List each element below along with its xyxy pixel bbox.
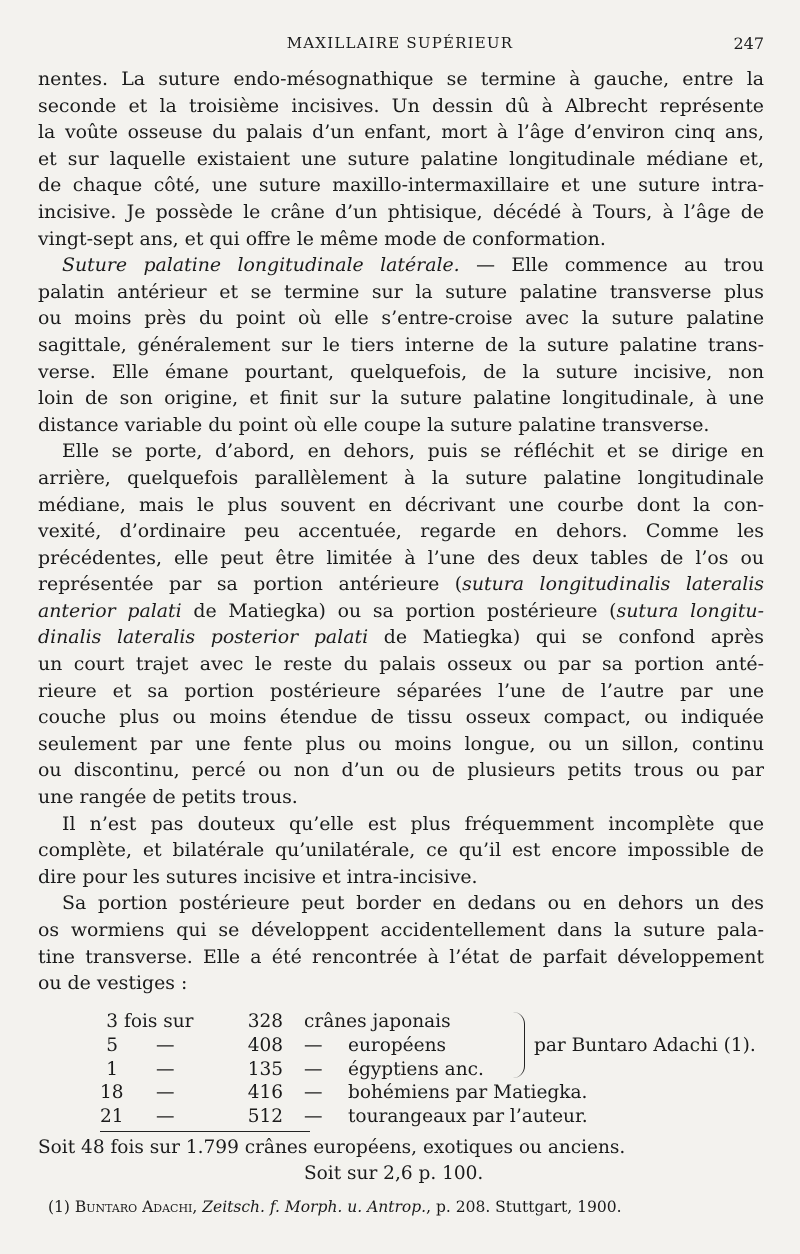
- text-line: précédentes, elle peut être limitée à l’une des deux tables de l’os ou: [38, 546, 764, 569]
- text-line: la voûte osseuse du palais d’un enfant, mort à l’âge d’environ cinq ans,: [38, 121, 764, 144]
- text-span: de Matiegka) ou sa portion postérieure (: [181, 599, 617, 622]
- text-line: incisive. Je possède le crâne d’un phtisique, décédé à Tours, à l’âge de: [38, 200, 764, 223]
- text-line: [38, 598, 764, 625]
- label-cell: bohémiens par Matiegka.: [348, 1082, 588, 1104]
- footnote-comma: ,: [192, 1198, 203, 1216]
- page-number: 247: [733, 34, 764, 53]
- text-line: tine transverse. Elle a été rencontrée à l’état de parfait développement: [38, 945, 764, 968]
- latin-term: anterior palati: [38, 599, 182, 622]
- dash-cell: —: [304, 1034, 323, 1056]
- statistics-table: [38, 1010, 764, 1184]
- text-line: Il n’est pas douteux qu’elle est plus fréquemment incomplète que: [62, 812, 764, 835]
- table-row: [38, 1105, 764, 1129]
- ratio-line: Soit sur 2,6 p. 100.: [304, 1163, 484, 1184]
- connector-cell: fois sur: [124, 1011, 194, 1032]
- footnote-marker: (1): [48, 1198, 75, 1216]
- footnote-journal: Zeitsch. f. Morph. u. Antrop.: [202, 1198, 427, 1216]
- latin-term: sutura longitudinalis lateralis: [462, 573, 764, 596]
- dash-cell: —: [304, 1082, 323, 1104]
- footnote-rest: , p. 208. Stuttgart, 1900.: [426, 1198, 622, 1216]
- text-line: rieure et sa portion postérieure séparées l’une de l’autre par une: [38, 679, 764, 702]
- dash-cell: —: [304, 1106, 323, 1128]
- text-line: vexité, d’ordinaire peu accentuée, regarde en dehors. Comme les: [38, 520, 764, 543]
- text-span: représentée par sa portion antérieure (: [38, 573, 463, 596]
- text-line: os wormiens qui se développent accidentellement dans la suture pala-: [38, 919, 764, 941]
- text-line: sagittale, généralement sur le tiers interne de la suture palatine trans-: [38, 333, 764, 356]
- latin-term: dinalis lateralis posterior palati: [38, 626, 369, 649]
- total-cell: 408: [247, 1034, 283, 1056]
- text-line: de chaque côté, une suture maxillo-intermaxillaire et une suture intra-: [38, 174, 764, 197]
- text-line: ou discontinu, percé ou non d’un ou de plusieurs petits trous ou par: [38, 759, 764, 782]
- text-line: Sa portion postérieure peut border en dedans ou en dehors un des: [62, 892, 764, 915]
- table-row: [38, 1058, 764, 1082]
- text-line: loin de son origine, et finit sur la suture palatine longitudinale, à une: [38, 387, 764, 410]
- text-line: seulement par une fente plus ou moins longue, ou un sillon, continu: [38, 732, 764, 755]
- total-cell: 328: [247, 1011, 283, 1032]
- running-title: MAXILLAIRE SUPÉRIEUR: [286, 34, 514, 52]
- text-line: et sur laquelle existaient une suture palatine longitudinale médiane et,: [38, 147, 764, 170]
- text-line: nentes. La suture endo-mésognathique se termine à gauche, entre la: [38, 68, 764, 90]
- text-line: un court trajet avec le reste du palais osseux ou par sa portion anté-: [38, 653, 764, 676]
- text-line: Elle se porte, d’abord, en dehors, puis se réfléchit et se dirige en: [62, 440, 764, 463]
- text-span: — Elle commence au trou: [459, 254, 764, 277]
- sum-rule: [100, 1131, 310, 1132]
- label-cell: égyptiens anc.: [348, 1058, 484, 1080]
- connector-cell: —: [156, 1034, 175, 1056]
- text-line: ou de vestiges :: [38, 972, 188, 995]
- connector-cell: —: [156, 1106, 175, 1128]
- total-cell: 416: [247, 1082, 283, 1104]
- table-row: [38, 1081, 764, 1105]
- brace-mark: [510, 1012, 525, 1078]
- label-cell: européens: [348, 1034, 446, 1056]
- text-line: couche plus ou moins étendue de tissu osseux compact, ou indiquée: [38, 706, 764, 729]
- text-line: une rangée de petits trous.: [38, 786, 298, 809]
- running-header: [36, 34, 764, 56]
- text-line: arrière, quelquefois parallèlement à la suture palatine longitudinale: [38, 466, 764, 489]
- total-cell: 135: [247, 1058, 283, 1080]
- dash-cell: —: [304, 1058, 323, 1080]
- count-cell: 3: [106, 1011, 118, 1032]
- count-cell: 5: [106, 1034, 118, 1056]
- table-row: [38, 1010, 764, 1034]
- footnote: [48, 1198, 748, 1216]
- section-heading: Suture palatine longitudinale latérale.: [62, 254, 460, 277]
- text-line: distance variable du point où elle coupe la suture palatine transverse.: [38, 413, 710, 436]
- label-cell: tourangeaux par l’auteur.: [348, 1106, 588, 1128]
- text-line: [38, 571, 764, 598]
- text-line: dire pour les sutures incisive et intra-incisive.: [38, 865, 478, 888]
- text-line: complète, et bilatérale qu’unilatérale, ce qu’il est encore impossible de: [38, 839, 764, 862]
- text-line: verse. Elle émane pourtant, quelquefois, de la suture incisive, non: [38, 360, 764, 383]
- bracket-note: par Buntaro Adachi (1).: [534, 1035, 756, 1056]
- connector-cell: —: [156, 1082, 175, 1104]
- total-cell: 512: [247, 1106, 283, 1128]
- paragraph-first-line: [38, 252, 764, 279]
- connector-cell: —: [156, 1058, 175, 1080]
- latin-term: sutura longitu-: [616, 599, 764, 622]
- text-line: ou moins près du point où elle s’entre-croise avec la suture palatine: [38, 307, 764, 330]
- label-cell: crânes japonais: [304, 1011, 451, 1032]
- body-text: [38, 66, 764, 997]
- text-line: [38, 624, 764, 651]
- text-span: de Matiegka) qui se confond après: [368, 626, 764, 649]
- text-line: seconde et la troisième incisives. Un dessin dû à Albrecht représente: [38, 94, 764, 117]
- sum-line: Soit 48 fois sur 1.799 crânes européens, exotiques ou anciens.: [38, 1137, 626, 1158]
- footnote-author: Buntaro Adachi: [74, 1198, 193, 1216]
- count-cell: 21: [100, 1106, 124, 1128]
- text-line: vingt-sept ans, et qui offre le même mode de conformation.: [38, 227, 606, 250]
- count-cell: 1: [106, 1058, 118, 1080]
- text-line: médiane, mais le plus souvent en décrivant une courbe dont la con-: [38, 493, 764, 516]
- text-line: palatin antérieur et se termine sur la suture palatine transverse plus: [38, 280, 764, 303]
- count-cell: 18: [100, 1082, 124, 1104]
